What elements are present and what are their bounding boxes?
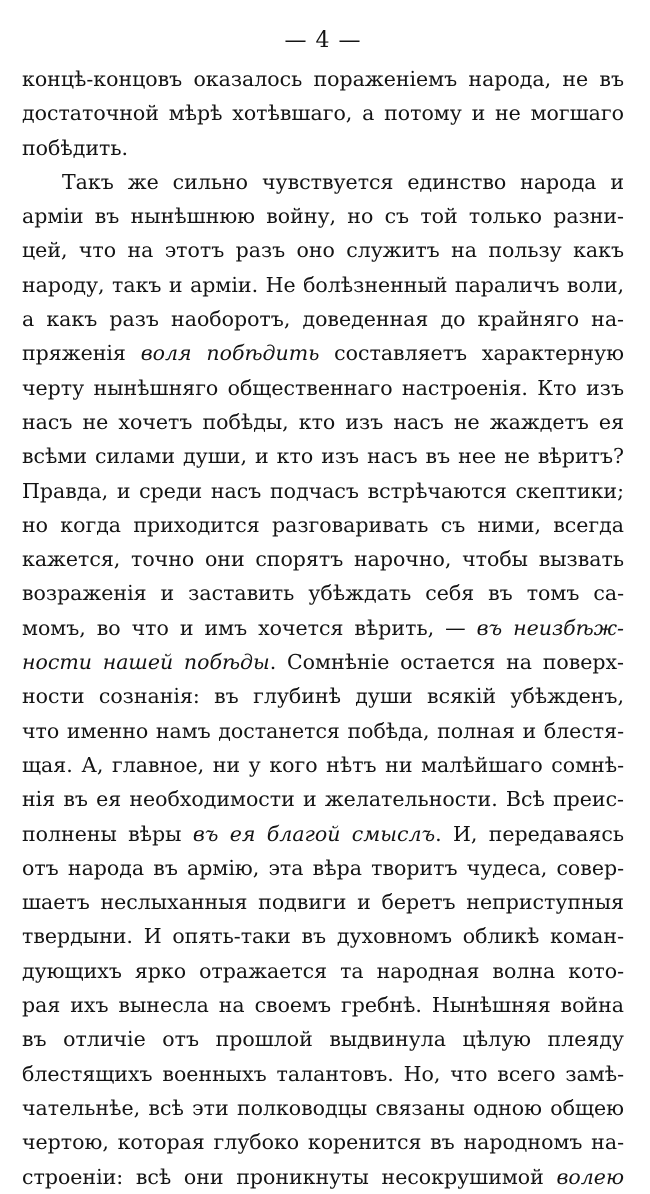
text-line [22,817,624,851]
text-line [22,748,624,782]
text-segment: а какъ разъ наоборотъ, доведенная до крайняго на- [22,307,624,332]
text-segment: момъ, во что и имъ хочется вѣрить, — [22,615,477,640]
text-segment: народу, такъ и арміи. Не болѣзненный параличъ воли, [22,272,624,297]
text-segment: концѣ-концовъ оказалось пораженіемъ народа, не въ [22,67,624,91]
italic-phrase: воля побѣдить [140,341,320,366]
text-line [22,131,624,165]
text-line [22,336,624,370]
text-line [22,919,624,953]
text-line [22,1022,624,1056]
text-line [22,371,624,405]
text-segment: шаетъ неслыханныя подвиги и беретъ неприступныя [22,890,624,915]
text-segment: что именно намъ достанется побѣда, полная и блестя- [22,718,624,743]
text-line [22,302,624,336]
text-segment: нія въ ея необходимости и желательности. Всѣ преис- [22,787,624,812]
text-line [22,851,624,885]
text-segment: кажется, точно они спорятъ нарочно, чтобы вызвать [22,547,624,572]
text-segment: полнены вѣры [22,821,193,846]
text-segment: щая. А, главное, ни у кого нѣтъ ни малѣйшаго сомнѣ- [22,752,624,777]
text-segment: въ отличіе отъ прошлой выдвинула цѣлую плеяду [22,1027,624,1052]
text-segment: составляетъ характерную [319,341,624,366]
text-line [22,954,624,988]
text-line [22,542,624,576]
text-line [22,782,624,816]
italic-phrase: ности нашей побѣды [22,650,270,675]
text-segment: . И, передаваясь [435,821,624,846]
text-line [22,1057,624,1091]
text-segment: Правда, и среди насъ подчасъ встрѣчаются скептики; [22,478,624,503]
text-line [22,679,624,713]
italic-phrase: въ неизбѣж- [476,615,624,640]
text-segment: достаточной мѣрѣ хотѣвшаго, а потому и не могшаго [22,101,624,126]
text-segment: но когда приходится разговаривать съ ними, всегда [22,512,624,537]
text-line [22,988,624,1022]
text-segment: отъ народа въ армію, эта вѣра творитъ чудеса, совер- [22,855,624,880]
text-line [22,1091,624,1125]
text-segment: арміи въ нынѣшнюю войну, но съ той только разни- [22,204,624,229]
text-segment: дующихъ ярко отражается та народная волна кото- [22,958,624,983]
text-segment: возраженія и заставить убѣждать себя въ томъ са- [22,581,624,606]
text-line [22,474,624,508]
page-number: — 4 — [284,28,362,53]
text-segment: черту нынѣшняго общественнаго настроенія. Кто изъ [22,375,624,400]
text-line [22,645,624,679]
text-line [22,165,624,199]
text-line [22,885,624,919]
text-line [22,1160,624,1194]
text-segment: блестящихъ военныхъ талантовъ. Но, что всего замѣ- [22,1061,624,1086]
text-line [22,268,624,302]
text-segment: . Сомнѣніе остается на поверх- [269,650,624,675]
italic-phrase: въ ея благой смыслъ [192,821,436,846]
text-line [22,714,624,748]
text-segment: ности сознанія: въ глубинѣ души всякій убѣжденъ, [22,684,624,709]
text-line [22,576,624,610]
text-line [22,405,624,439]
text-segment: строеніи: всѣ они проникнуты несокрушимой [22,1164,557,1189]
text-line [22,1125,624,1159]
text-segment: всѣми силами души, и кто изъ насъ въ нее не вѣритъ? [22,444,624,469]
italic-phrase: волею [556,1164,624,1189]
text-line [22,62,624,96]
text-segment: насъ не хочетъ побѣды, кто изъ насъ не жаждетъ ея [22,409,624,434]
text-segment: рая ихъ вынесла на своемъ гребнѣ. Нынѣшняя война [22,993,624,1018]
text-segment: пряженія [22,341,141,366]
text-line [22,439,624,473]
text-line [22,233,624,267]
text-segment: твердыни. И опять-таки въ духовномъ обликѣ коман- [22,924,624,949]
text-line [22,611,624,645]
text-segment: чательнѣе, всѣ эти полководцы связаны одною общею [22,1095,624,1120]
text-line [22,508,624,542]
text-segment: чертою, которая глубоко коренится въ народномъ на- [22,1130,624,1155]
text-segment: цей, что на этотъ разъ оно служитъ на пользу какъ [22,238,624,263]
text-segment: побѣдить. [22,135,129,160]
text-body [22,62,624,1194]
text-line [22,96,624,130]
text-line [22,199,624,233]
text-segment: Такъ же сильно чувствуется единство народа и [62,169,624,194]
